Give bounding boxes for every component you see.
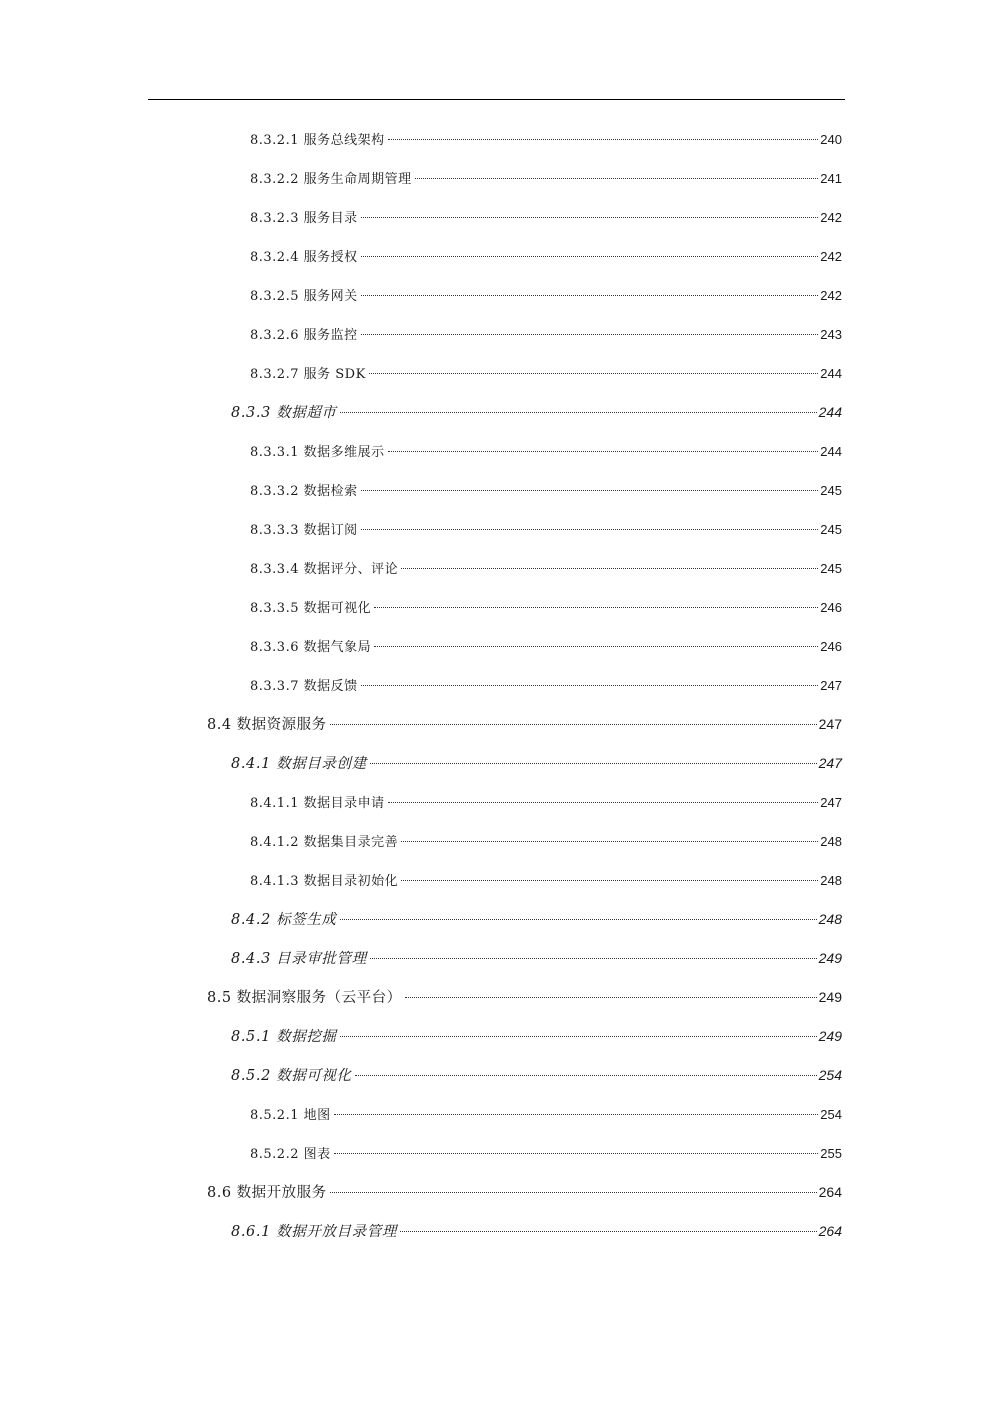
- toc-entry-number: 8.4.1: [231, 756, 271, 772]
- toc-entry[interactable]: [250, 1095, 842, 1134]
- toc-entry-page: 255: [820, 1146, 842, 1161]
- toc-entry-number: 8.3.3.1: [250, 445, 299, 460]
- toc-dot-leader: [400, 1231, 817, 1232]
- toc-entry-title: 服务 SDK: [303, 367, 366, 382]
- toc-entry-title: 服务监控: [303, 328, 358, 343]
- toc-dot-leader: [369, 373, 818, 374]
- toc-dot-leader: [388, 802, 819, 803]
- toc-entry[interactable]: [250, 588, 842, 627]
- toc-entry-page: 247: [818, 716, 842, 732]
- toc-entry[interactable]: [231, 744, 842, 783]
- toc-entry-title: 服务授权: [303, 250, 358, 265]
- toc-entry-page: 246: [820, 600, 842, 615]
- toc-entry-title: 数据检索: [303, 484, 358, 499]
- toc-entry-number: 8.4.1.3: [250, 874, 299, 889]
- toc-entry-number: 8.3.2.3: [250, 211, 299, 226]
- toc-entry[interactable]: [250, 276, 842, 315]
- toc-entry-number: 8.4.2: [231, 912, 271, 928]
- toc-dot-leader: [370, 958, 817, 959]
- toc-entry-title: 数据评分、评论: [303, 562, 399, 577]
- toc-entry-title: 数据目录申请: [303, 796, 385, 811]
- toc-entry-page: 249: [818, 989, 842, 1005]
- toc-entry-page: 244: [820, 366, 842, 381]
- toc-entry-title: 数据集目录完善: [303, 835, 399, 850]
- toc-entry[interactable]: [250, 471, 842, 510]
- toc-entry[interactable]: [250, 822, 842, 861]
- toc-entry-page: 249: [818, 950, 842, 966]
- toc-entry-page: 244: [820, 444, 842, 459]
- toc-entry-page: 249: [818, 1028, 842, 1044]
- toc-dot-leader: [340, 919, 817, 920]
- toc-entry[interactable]: [207, 705, 842, 744]
- toc-entry-page: 244: [818, 404, 842, 420]
- toc-entry[interactable]: [250, 237, 842, 276]
- toc-dot-leader: [361, 217, 819, 218]
- toc-entry-number: 8.6.1: [231, 1224, 271, 1240]
- toc-dot-leader: [374, 646, 818, 647]
- toc-entry-title: 数据目录初始化: [303, 874, 399, 889]
- toc-dot-leader: [361, 334, 819, 335]
- toc-entry-number: 8.3.3.5: [250, 601, 299, 616]
- toc-entry-title: 数据反馈: [303, 679, 358, 694]
- toc-entry-number: 8.3.2.7: [250, 367, 299, 382]
- toc-entry-number: 8.3.2.4: [250, 250, 299, 265]
- toc-entry[interactable]: [250, 198, 842, 237]
- toc-entry-number: 8.3.2.2: [250, 172, 299, 187]
- toc-entry-page: 254: [820, 1107, 842, 1122]
- toc-entry-title: 地图: [303, 1108, 331, 1123]
- toc-entry-number: 8.3.3.4: [250, 562, 299, 577]
- toc-entry-number: 8.4.3: [231, 951, 271, 967]
- toc-entry[interactable]: [250, 315, 842, 354]
- toc-dot-leader: [361, 685, 819, 686]
- toc-entry[interactable]: [231, 1212, 842, 1251]
- toc-entry[interactable]: [231, 900, 842, 939]
- toc-entry-title: 数据可视化: [276, 1068, 352, 1084]
- toc-entry-page: 248: [820, 873, 842, 888]
- toc-entry-page: 248: [818, 911, 842, 927]
- toc-entry-number: 8.3.2.6: [250, 328, 299, 343]
- toc-entry-page: 242: [820, 249, 842, 264]
- toc-entry-title: 图表: [303, 1147, 331, 1162]
- toc-entry-title: 数据订阅: [303, 523, 358, 538]
- toc-entry[interactable]: [231, 939, 842, 978]
- toc-entry-page: 247: [818, 755, 842, 771]
- toc-entry-page: 245: [820, 561, 842, 576]
- toc-dot-leader: [340, 412, 817, 413]
- toc-entry-page: 264: [818, 1223, 842, 1239]
- toc-entry-title: 服务目录: [303, 211, 358, 226]
- toc-entry[interactable]: [250, 432, 842, 471]
- toc-entry[interactable]: [250, 627, 842, 666]
- toc-entry[interactable]: [250, 159, 842, 198]
- toc-entry[interactable]: [250, 861, 842, 900]
- toc-dot-leader: [330, 724, 817, 725]
- toc-dot-leader: [330, 1192, 817, 1193]
- toc-dot-leader: [355, 1075, 817, 1076]
- toc-entry-title: 标签生成: [276, 912, 337, 928]
- toc-entry-page: 245: [820, 483, 842, 498]
- toc-dot-leader: [361, 490, 819, 491]
- toc-entry[interactable]: [250, 549, 842, 588]
- toc-entry-title: 服务生命周期管理: [303, 172, 412, 187]
- toc-entry-number: 8.4.1.1: [250, 796, 299, 811]
- toc-dot-leader: [401, 880, 818, 881]
- toc-entry-page: 254: [818, 1067, 842, 1083]
- toc-entry-number: 8.5.2.2: [250, 1147, 299, 1162]
- toc-entry-title: 目录审批管理: [276, 951, 367, 967]
- toc-entry-page: 242: [820, 288, 842, 303]
- toc-entry-number: 8.4: [207, 717, 232, 733]
- toc-dot-leader: [388, 451, 819, 452]
- header-rule: [148, 99, 845, 100]
- toc-dot-leader: [415, 178, 819, 179]
- toc-entry-title: 数据洞察服务（云平台）: [236, 990, 402, 1006]
- toc-entry-number: 8.3.3.6: [250, 640, 299, 655]
- toc-entry-title: 数据目录创建: [276, 756, 367, 772]
- toc-entry-title: 数据超市: [276, 405, 337, 421]
- toc-entry-page: 240: [820, 132, 842, 147]
- toc-dot-leader: [370, 763, 817, 764]
- toc-dot-leader: [361, 295, 819, 296]
- toc-entry[interactable]: [250, 120, 842, 159]
- toc-entry-title: 数据开放目录管理: [276, 1224, 397, 1240]
- toc-entry-number: 8.5.1: [231, 1029, 271, 1045]
- toc-dot-leader: [405, 997, 817, 998]
- toc-entry[interactable]: [250, 510, 842, 549]
- toc-dot-leader: [388, 139, 819, 140]
- toc-entry[interactable]: [207, 1173, 842, 1212]
- toc-entry-title: 服务总线架构: [303, 133, 385, 148]
- toc-dot-leader: [334, 1114, 819, 1115]
- toc-entry-title: 数据挖掘: [276, 1029, 337, 1045]
- toc-entry[interactable]: [231, 393, 842, 432]
- toc-entry-number: 8.5.2: [231, 1068, 271, 1084]
- toc-entry-title: 数据开放服务: [236, 1185, 327, 1201]
- toc-entry-title: 数据多维展示: [303, 445, 385, 460]
- toc-entry-page: 242: [820, 210, 842, 225]
- toc-entry[interactable]: [231, 1017, 842, 1056]
- toc-entry-page: 245: [820, 522, 842, 537]
- toc-entry-number: 8.6: [207, 1185, 232, 1201]
- toc-entry-page: 243: [820, 327, 842, 342]
- toc-entry-page: 241: [820, 171, 842, 186]
- toc-entry-title: 数据资源服务: [236, 717, 327, 733]
- toc-entry-title: 数据可视化: [303, 601, 372, 616]
- toc-entry-page: 247: [820, 678, 842, 693]
- toc-entry[interactable]: [250, 354, 842, 393]
- toc-entry-number: 8.3.3.7: [250, 679, 299, 694]
- toc-entry-number: 8.3.3.3: [250, 523, 299, 538]
- toc-entry-number: 8.3.3: [231, 405, 271, 421]
- toc-entry-number: 8.3.2.5: [250, 289, 299, 304]
- toc-entry[interactable]: [250, 1134, 842, 1173]
- toc-entry[interactable]: [231, 1056, 842, 1095]
- toc-entry[interactable]: [207, 978, 842, 1017]
- toc-dot-leader: [361, 256, 819, 257]
- toc-entry-page: 248: [820, 834, 842, 849]
- toc-entry-number: 8.3.2.1: [250, 133, 299, 148]
- toc-dot-leader: [401, 568, 818, 569]
- toc-dot-leader: [374, 607, 818, 608]
- toc-entry-title: 数据气象局: [303, 640, 372, 655]
- toc-entry-number: 8.5.2.1: [250, 1108, 299, 1123]
- toc-entry-number: 8.4.1.2: [250, 835, 299, 850]
- toc-entry-page: 264: [818, 1184, 842, 1200]
- toc-dot-leader: [401, 841, 818, 842]
- toc-dot-leader: [340, 1036, 817, 1037]
- toc-entry-page: 247: [820, 795, 842, 810]
- toc-entry-page: 246: [820, 639, 842, 654]
- toc-dot-leader: [361, 529, 819, 530]
- toc-entry-title: 服务网关: [303, 289, 358, 304]
- toc-entry[interactable]: [250, 666, 842, 705]
- toc-dot-leader: [334, 1153, 819, 1154]
- toc-entry[interactable]: [250, 783, 842, 822]
- toc-entry-number: 8.3.3.2: [250, 484, 299, 499]
- toc-entry-number: 8.5: [207, 990, 232, 1006]
